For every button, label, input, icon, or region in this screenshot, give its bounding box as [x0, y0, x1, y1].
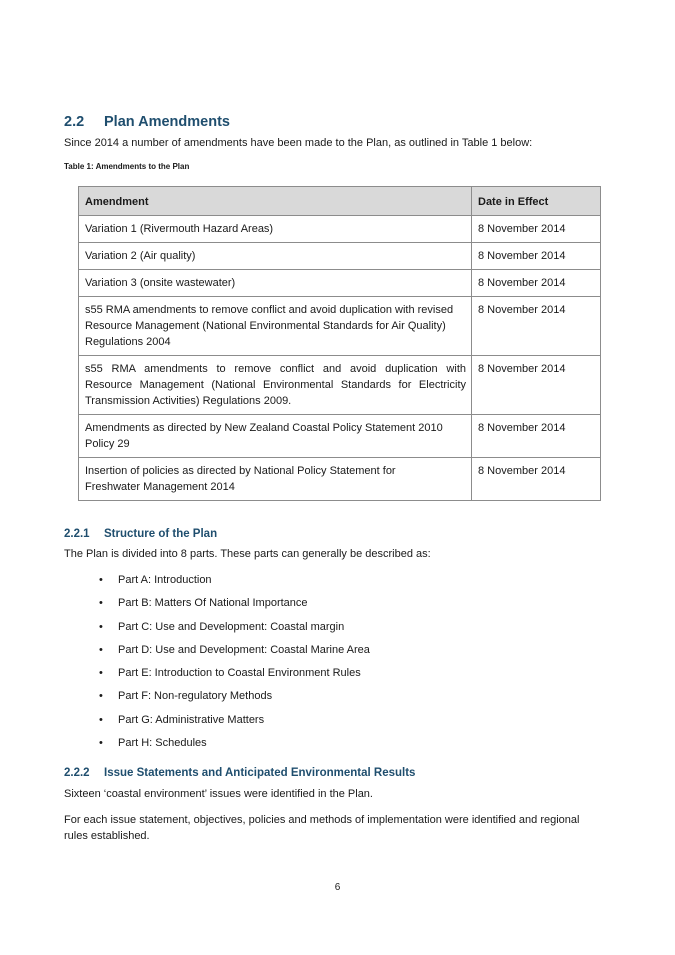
subsection-title: Issue Statements and Anticipated Environmental Results [104, 767, 416, 779]
section-heading [64, 114, 230, 130]
date-cell: 8 November 2014 [472, 458, 601, 501]
subsection-number: 2.2.1 [64, 528, 90, 540]
subsection-title: Structure of the Plan [104, 528, 218, 540]
list-item [96, 595, 370, 618]
subsection-heading-issues [64, 767, 415, 779]
amendment-line: Resource Management (National Environmental Standards for Electricity [85, 379, 466, 391]
list-item-text: Part B: Matters Of National Importance [118, 597, 308, 610]
list-item-text: Part A: Introduction [118, 574, 212, 586]
table-header-row [79, 187, 601, 216]
amendment-cell [79, 297, 472, 356]
bullet: • [99, 643, 103, 656]
section-number: 2.2 [64, 114, 85, 130]
amendment-line: Resource Management (National Environmental Standards for Air Quality) [85, 320, 446, 332]
amendment-line: Variation 2 (Air quality) [85, 250, 196, 262]
amendment-cell [79, 415, 472, 458]
date-cell: 8 November 2014 [472, 415, 601, 458]
page-number: 6 [334, 882, 341, 893]
issues-paragraph-1: Sixteen ‘coastal environment’ issues were identified in the Plan. [64, 788, 373, 800]
amendments-table [78, 186, 601, 501]
date-cell: 8 November 2014 [472, 356, 601, 415]
section-title: Plan Amendments [104, 114, 230, 130]
date-cell: 8 November 2014 [472, 216, 601, 243]
header-date: Date in Effect [472, 187, 601, 216]
list-item-text: Part D: Use and Development: Coastal Marine Area [118, 643, 370, 656]
subsection-number: 2.2.2 [64, 767, 90, 779]
table-row [79, 270, 601, 297]
list-item [96, 642, 370, 665]
amendment-line: s55 RMA amendments to remove conflict and avoid duplication with [85, 363, 466, 375]
bullet: • [99, 597, 103, 610]
list-item-text: Part G: Administrative Matters [118, 713, 265, 726]
bullet: • [99, 737, 103, 750]
list-item [96, 619, 370, 642]
amendment-cell [79, 270, 472, 297]
amendment-line: Insertion of policies as directed by National Policy Statement for [85, 465, 396, 477]
amendment-cell [79, 356, 472, 415]
list-item-text: Part F: Non-regulatory Methods [118, 690, 273, 703]
list-item-text: Part H: Schedules [118, 737, 207, 750]
intro-paragraph: Since 2014 a number of amendments have been made to the Plan, as outlined in Table 1 below: [64, 137, 533, 149]
date-cell: 8 November 2014 [472, 297, 601, 356]
list-item [96, 572, 370, 595]
list-item [96, 735, 370, 758]
amendment-cell [79, 216, 472, 243]
table-row [79, 243, 601, 270]
amendment-cell [79, 458, 472, 501]
table-row [79, 458, 601, 501]
bullet: • [99, 574, 103, 586]
header-amendment: Amendment [79, 187, 472, 216]
list-item-text: Part C: Use and Development: Coastal margin [118, 620, 345, 633]
table-row [79, 415, 601, 458]
date-cell: 8 November 2014 [472, 270, 601, 297]
list-item [96, 712, 370, 735]
amendment-line: Variation 3 (onsite wastewater) [85, 277, 236, 289]
bullet: • [99, 667, 103, 680]
amendment-line: s55 RMA amendments to remove conflict and avoid duplication with revised [85, 304, 454, 316]
bullet: • [99, 690, 103, 703]
table-row [79, 216, 601, 243]
amendment-cell [79, 243, 472, 270]
amendment-line: Transmission Activities) Regulations 2009. [85, 395, 292, 407]
list-item [96, 688, 370, 711]
table-row [79, 356, 601, 415]
subsection-heading-structure [64, 528, 217, 540]
table-caption: Table 1: Amendments to the Plan [64, 162, 190, 171]
issues-paragraph-2-line-2: rules established. [64, 830, 150, 842]
bullet: • [99, 620, 103, 633]
table-row [79, 297, 601, 356]
amendment-line: Variation 1 (Rivermouth Hazard Areas) [85, 223, 274, 235]
list-item [96, 665, 370, 688]
parts-list [96, 572, 370, 758]
structure-intro: The Plan is divided into 8 parts. These parts can generally be described as: [64, 548, 431, 560]
bullet: • [99, 713, 103, 726]
amendment-line: Policy 29 [85, 438, 130, 450]
amendment-line: Regulations 2004 [85, 336, 171, 348]
list-item-text: Part E: Introduction to Coastal Environment Rules [118, 667, 361, 680]
amendment-line: Freshwater Management 2014 [85, 481, 235, 493]
issues-paragraph-2-line-1: For each issue statement, objectives, policies and methods of implementation were identified and regional [64, 814, 580, 826]
date-cell: 8 November 2014 [472, 243, 601, 270]
amendment-line: Amendments as directed by New Zealand Coastal Policy Statement 2010 [85, 422, 443, 434]
